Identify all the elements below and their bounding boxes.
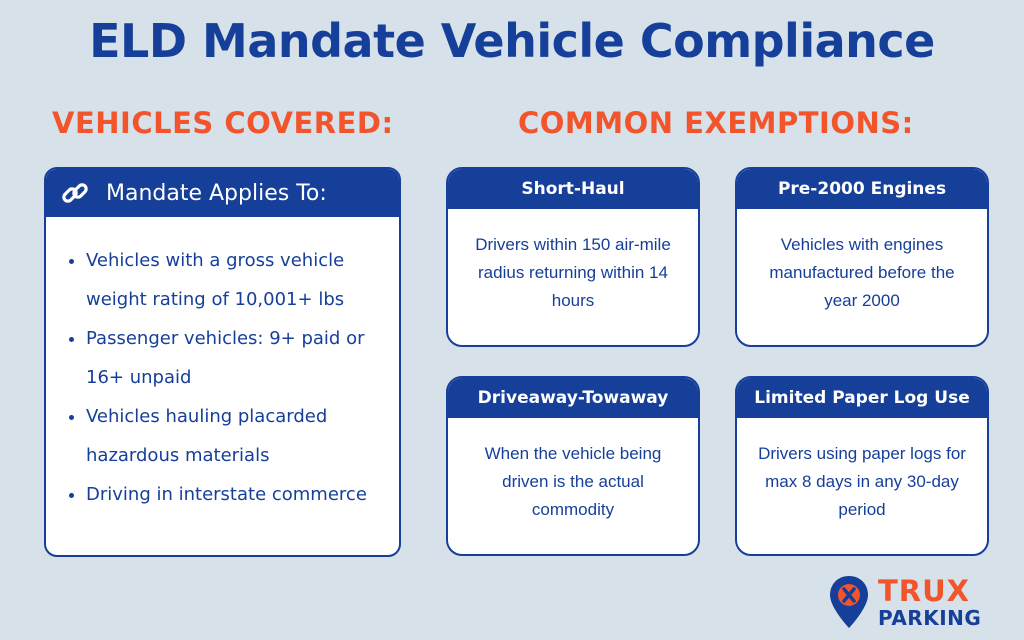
page-title: ELD Mandate Vehicle Compliance [89, 14, 935, 68]
list-item: • Vehicles hauling placarded hazardous materials [86, 397, 399, 475]
exemption-card-title: Driveaway-Towaway [448, 378, 698, 418]
logo-word-trux: TRUX [878, 574, 971, 608]
exemption-card-limited-paper-log-use [735, 376, 989, 556]
logo-word-parking: PARKING [878, 606, 982, 630]
vehicles-covered-heading: VEHICLES COVERED: [52, 106, 394, 140]
exemption-card-text: Drivers using paper logs for max 8 days in any 30-day period [758, 444, 966, 519]
list-item: • Passenger vehicles: 9+ paid or 16+ unpaid [86, 319, 399, 397]
mandate-panel-header [46, 169, 399, 217]
exemption-card-title: Short-Haul [448, 169, 698, 209]
exemption-card-text: Vehicles with engines manufactured before the year 2000 [769, 235, 955, 310]
mandate-panel [44, 167, 401, 557]
exemption-card-text: When the vehicle being driven is the actual commodity [484, 444, 662, 519]
mandate-panel-title: Mandate Applies To: [106, 180, 327, 206]
exemption-card-driveaway-towaway [446, 376, 700, 556]
exemption-card-short-haul [446, 167, 700, 347]
exemption-card-title: Limited Paper Log Use [737, 378, 987, 418]
link-icon [60, 178, 90, 208]
exemption-card-text: Drivers within 150 air-mile radius returning within 14 hours [475, 235, 671, 310]
exemption-card-title: Pre-2000 Engines [737, 169, 987, 209]
list-item: • Driving in interstate commerce [86, 475, 399, 514]
exemption-card-pre-2000-engines [735, 167, 989, 347]
exemptions-heading: COMMON EXEMPTIONS: [518, 106, 914, 140]
trux-parking-logo [828, 572, 1008, 632]
mandate-list [46, 217, 399, 514]
map-pin-icon [828, 574, 870, 630]
list-item: • Vehicles with a gross vehicle weight rating of 10,001+ lbs [86, 241, 399, 319]
